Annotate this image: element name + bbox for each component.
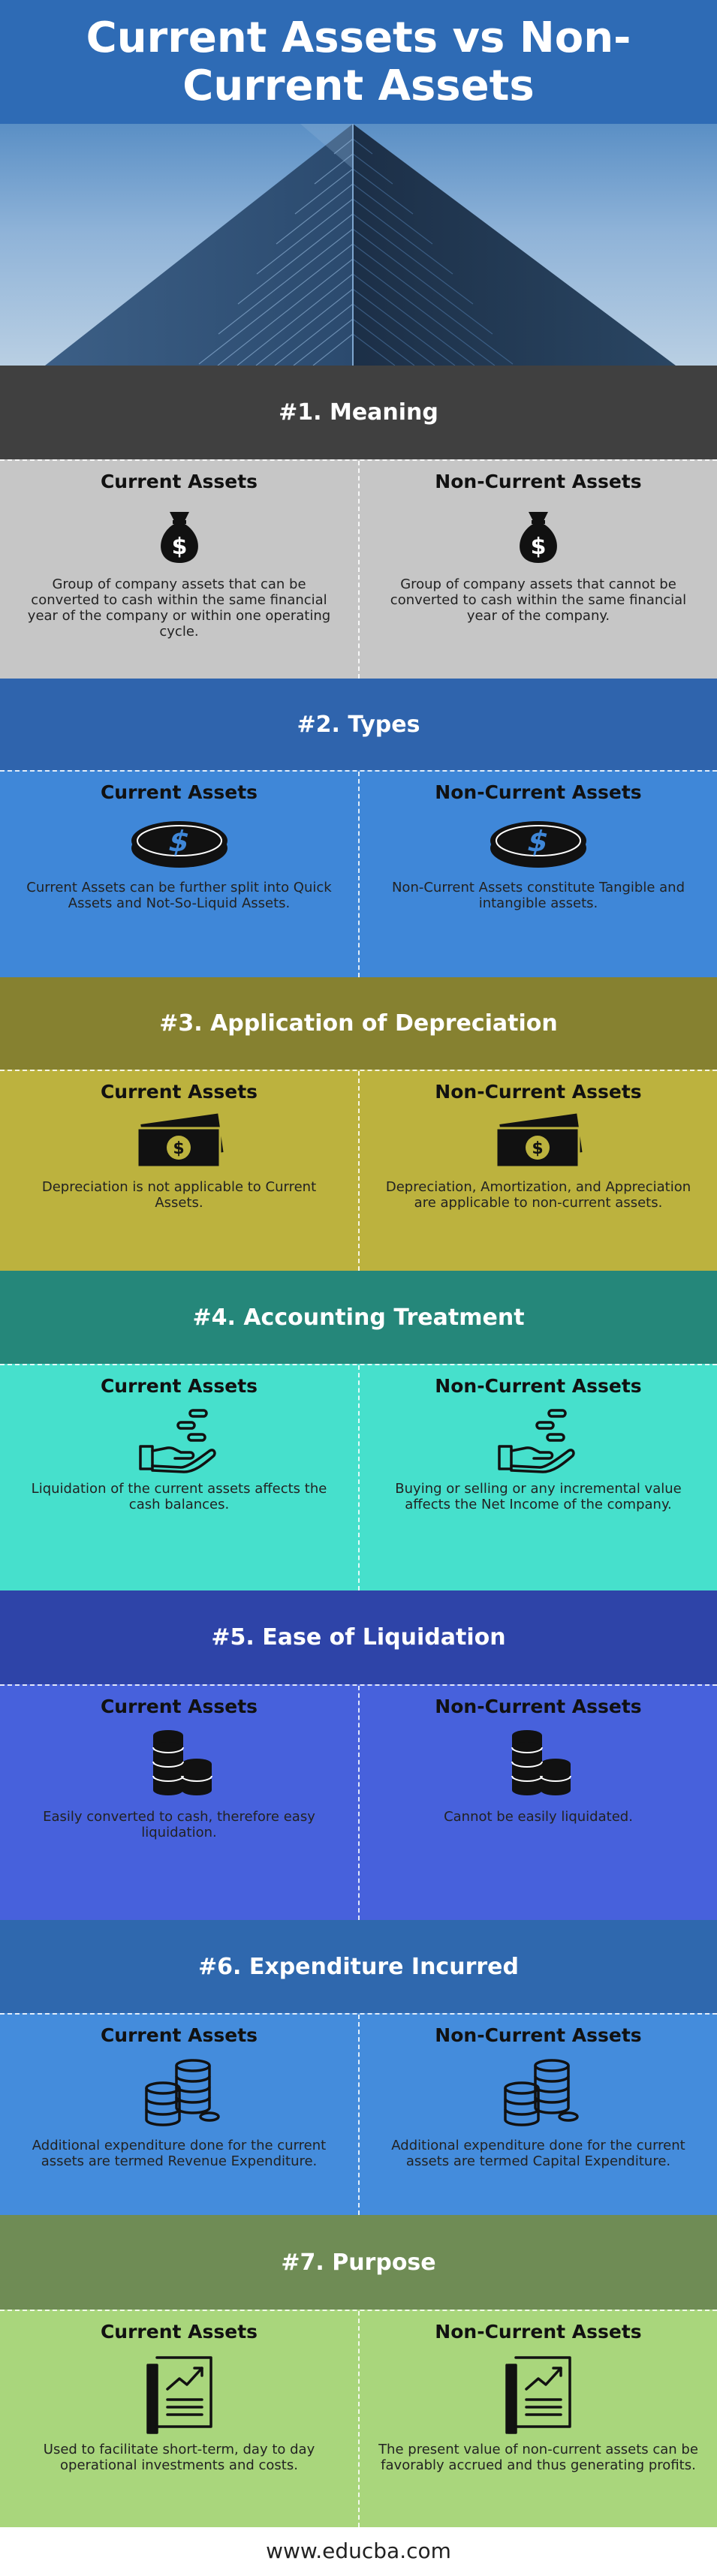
skyscraper-illustration [0, 124, 717, 366]
column-title: Non-Current Assets [435, 1696, 642, 1717]
column-title: Non-Current Assets [435, 2321, 642, 2343]
current-assets-column [0, 2311, 358, 2527]
section-body [0, 1070, 717, 1271]
svg-text:$: $ [523, 825, 553, 859]
current-assets-column [0, 1365, 358, 1590]
section-body [0, 2013, 717, 2215]
svg-text:$: $ [530, 534, 547, 560]
column-description: Group of company assets that can be converted to cash within the same financial year of the company or within one operating cycle. [27, 576, 331, 639]
section-5 [0, 1590, 717, 1920]
column-description: Easily converted to cash, therefore easy liquidation. [43, 1809, 315, 1840]
section-2 [0, 679, 717, 977]
column-description: Buying or selling or any incremental value affects the Net Income of the company. [395, 1481, 682, 1512]
money-bag-icon [505, 501, 572, 569]
column-title: Current Assets [100, 1375, 258, 1397]
column-title: Current Assets [100, 1081, 258, 1103]
footer-website: www.educba.com [266, 2538, 451, 2563]
hand-coins-icon [493, 1406, 583, 1473]
column-title: Current Assets [100, 2321, 258, 2343]
non-current-assets-column [360, 1686, 717, 1920]
svg-text:$: $ [172, 1139, 185, 1158]
column-title: Non-Current Assets [435, 2024, 642, 2046]
column-description: Additional expenditure done for the current assets are termed Capital Expenditure. [391, 2138, 685, 2169]
non-current-assets-column [360, 2015, 717, 2215]
current-assets-column [0, 2015, 358, 2215]
current-assets-column [0, 461, 358, 679]
section-body [0, 1364, 717, 1590]
report-chart-icon [501, 2352, 576, 2434]
report-chart-icon [142, 2352, 217, 2434]
dollar-coin-icon [486, 812, 591, 872]
column-title: Current Assets [100, 1696, 258, 1717]
coin-stacks-icon [138, 1726, 221, 1801]
column-title: Current Assets [100, 2024, 258, 2046]
column-title: Current Assets [100, 471, 258, 492]
section-heading: #7. Purpose [0, 2215, 717, 2310]
column-description: Non-Current Assets constitute Tangible and intangible assets. [391, 880, 685, 911]
section-heading: #6. Expenditure Incurred [0, 1920, 717, 2013]
column-title: Non-Current Assets [435, 1081, 642, 1103]
coin-stacks-icon [497, 1726, 580, 1801]
column-title: Current Assets [100, 781, 258, 803]
column-description: Depreciation is not applicable to Current Assets. [41, 1179, 317, 1211]
column-description: Used to facilitate short-term, day to day operational investments and costs. [43, 2442, 315, 2473]
column-title: Non-Current Assets [435, 781, 642, 803]
title-banner [0, 0, 717, 124]
current-assets-column [0, 1071, 358, 1271]
page-title: Current Assets vs Non-Current Assets [86, 13, 631, 110]
section-3 [0, 977, 717, 1271]
column-description: Group of company assets that cannot be converted to cash within the same financial year of the company. [390, 576, 687, 624]
non-current-assets-column [360, 2311, 717, 2527]
column-description: Cannot be easily liquidated. [444, 1809, 633, 1825]
non-current-assets-column [360, 772, 717, 977]
non-current-assets-column [360, 1365, 717, 1590]
section-4 [0, 1271, 717, 1590]
coin-pile-icon [493, 2055, 583, 2130]
banknotes-icon [127, 1112, 232, 1172]
section-heading: #4. Accounting Treatment [0, 1271, 717, 1364]
section-body [0, 1684, 717, 1920]
section-body [0, 770, 717, 977]
column-description: The present value of non-current assets can be favorably accrued and thus generating profits. [378, 2442, 698, 2473]
non-current-assets-column [360, 1071, 717, 1271]
non-current-assets-column [360, 461, 717, 679]
column-description: Depreciation, Amortization, and Appreciation are applicable to non-current assets. [385, 1179, 691, 1211]
banknotes-icon [486, 1112, 591, 1172]
column-description: Current Assets can be further split into Quick Assets and Not-So-Liquid Assets. [26, 880, 332, 911]
coin-pile-icon [134, 2055, 224, 2130]
svg-text:$: $ [532, 1139, 544, 1158]
money-bag-icon [146, 501, 213, 569]
section-6 [0, 1920, 717, 2215]
svg-text:$: $ [164, 825, 193, 859]
section-heading: #5. Ease of Liquidation [0, 1590, 717, 1684]
section-body [0, 2310, 717, 2527]
section-body [0, 459, 717, 679]
svg-text:$: $ [171, 534, 187, 560]
column-description: Additional expenditure done for the current assets are termed Revenue Expenditure. [32, 2138, 327, 2169]
column-title: Non-Current Assets [435, 471, 642, 492]
current-assets-column [0, 772, 358, 977]
hand-coins-icon [134, 1406, 224, 1473]
column-title: Non-Current Assets [435, 1375, 642, 1397]
section-heading: #2. Types [0, 679, 717, 770]
dollar-coin-icon [127, 812, 232, 872]
current-assets-column [0, 1686, 358, 1920]
building-photo [0, 124, 717, 366]
section-heading: #3. Application of Depreciation [0, 977, 717, 1070]
section-heading: #1. Meaning [0, 366, 717, 459]
column-description: Liquidation of the current assets affects the cash balances. [31, 1481, 327, 1512]
section-1 [0, 366, 717, 679]
section-7 [0, 2215, 717, 2527]
